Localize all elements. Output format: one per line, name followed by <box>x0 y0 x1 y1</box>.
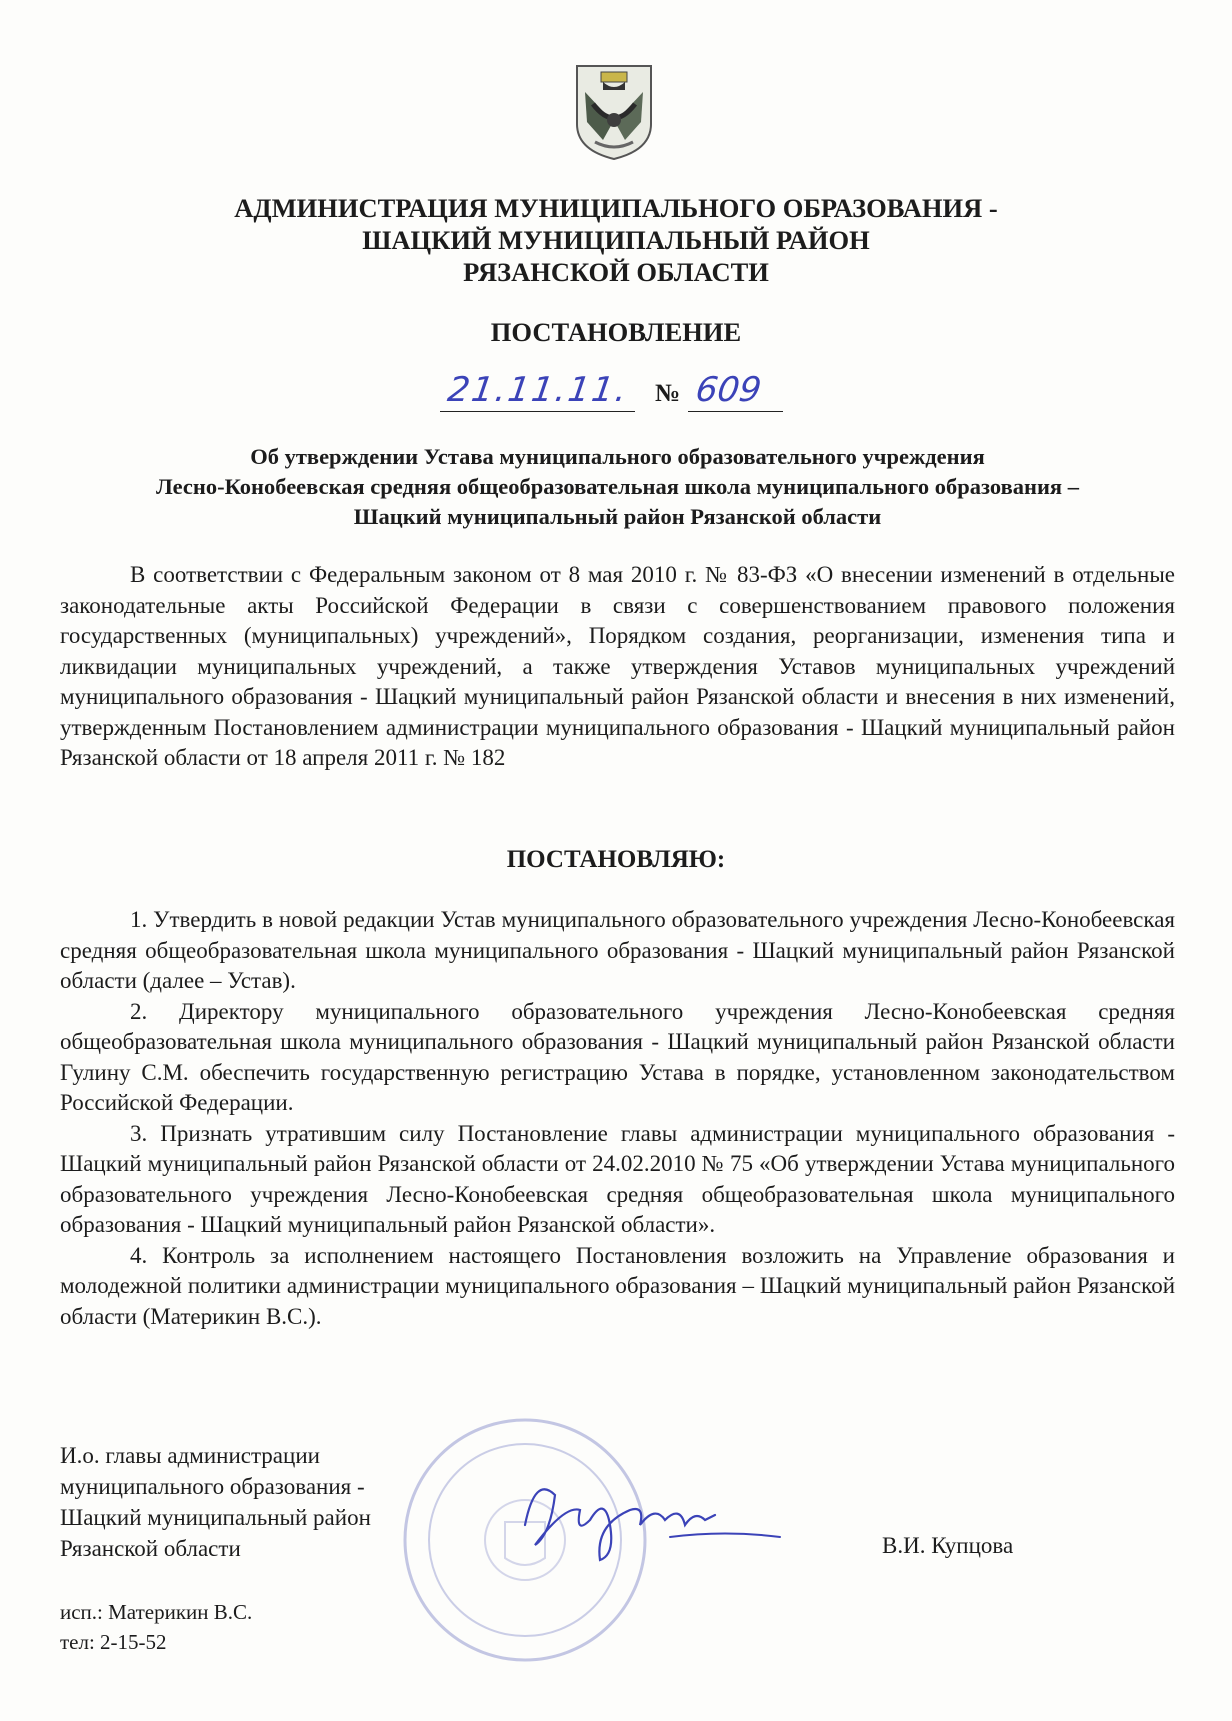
signer-line-2: муниципального образования - <box>60 1474 365 1499</box>
preamble-paragraph: В соответствии с Федеральным законом от 8 мая 2010 г. № 83-ФЗ «О внесении изменений в отдельные законодательные акты Российской Федерации в связи с совершенствованием правового положения государственных (муниципальных) учреждений», Порядком создания, реорганизации, изменения типа и ликвидации муниципальных учреждений, а также утверждения Уставов муниципальных учреждений муниципального образования - Шацкий муниципальный район Рязанской области и внесения в них изменений, утвержденным Постановлением администрации муниципального образования - Шацкий муниципальный район Рязанской области от 18 апреля 2011 г. № 182 <box>60 562 1175 770</box>
signer-line-3: Шацкий муниципальный район <box>60 1505 371 1530</box>
decree-item: 2. Директору муниципального образовательного учреждения Лесно-Конобеевская средняя общеобразовательная школа муниципального образования - Шацкий муниципальный район Рязанской области Гулину С.М. обеспечить государственную регистрацию Устава в порядке, установленном законодательством Российской Федерации. <box>60 998 1175 1115</box>
date-underline <box>440 411 635 412</box>
signer-name: В.И. Купцова <box>882 1533 1014 1558</box>
date-number-line <box>440 372 800 418</box>
decree-item: 1. Утвердить в новой редакции Устав муниципального образовательного учреждения Лесно-Конобеевская средняя общеобразовательная школа муниципального образования - Шацкий муниципальный район Рязанской области (далее – Устав). <box>60 907 1175 993</box>
signer-block <box>60 1440 480 1564</box>
number-underline <box>688 411 783 412</box>
decree-item: 4. Контроль за исполнением настоящего Постановления возложить на Управление образования и молодежной политики администрации муниципального образования – Шацкий муниципальный район Рязанской области (Материкин В.С.). <box>60 1242 1175 1329</box>
header-line-3: РЯЗАНСКОЙ ОБЛАСТИ <box>463 257 769 287</box>
decree-item: 3. Признать утратившим силу Постановление главы администрации муниципального образования - Шацкий муниципальный район Рязанской области от 24.02.2010 № 75 «Об утверждении Устава муниципального образовательного учреждения Лесно-Конобеевская средняя общеобразовательная школа муниципального образования - Шацкий муниципальный район Рязанской области». <box>60 1120 1175 1237</box>
subject-line-2: Лесно-Конобеевская средняя общеобразовательная школа муниципального образования – <box>156 474 1079 499</box>
decree-items <box>60 905 1175 1332</box>
handwritten-date: 21.11.11. <box>445 370 632 410</box>
header-line-2: ШАЦКИЙ МУНИЦИПАЛЬНЫЙ РАЙОН <box>362 225 870 255</box>
decree-heading: ПОСТАНОВЛЯЮ: <box>506 846 726 873</box>
coat-of-arms-icon <box>573 62 655 162</box>
handwritten-number: 609 <box>693 370 764 410</box>
document-type: ПОСТАНОВЛЕНИЕ <box>490 317 742 347</box>
handwritten-signature <box>495 1465 875 1575</box>
number-sign: № <box>655 380 681 407</box>
signer-line-4: Рязанской области <box>60 1536 241 1561</box>
header-line-1: АДМИНИСТРАЦИЯ МУНИЦИПАЛЬНОГО ОБРАЗОВАНИЯ - <box>234 193 998 223</box>
document-subject <box>60 442 1175 532</box>
executor-name: исп.: Материкин В.С. <box>60 1600 253 1624</box>
executor-phone: тел: 2-15-52 <box>60 1630 167 1654</box>
subject-line-3: Шацкий муниципальный район Рязанской области <box>353 504 882 529</box>
executor-block <box>60 1597 252 1657</box>
subject-line-1: Об утверждении Устава муниципального образовательного учреждения <box>250 444 985 469</box>
issuer-header <box>150 192 1082 288</box>
signer-line-1: И.о. главы администрации <box>60 1443 320 1468</box>
